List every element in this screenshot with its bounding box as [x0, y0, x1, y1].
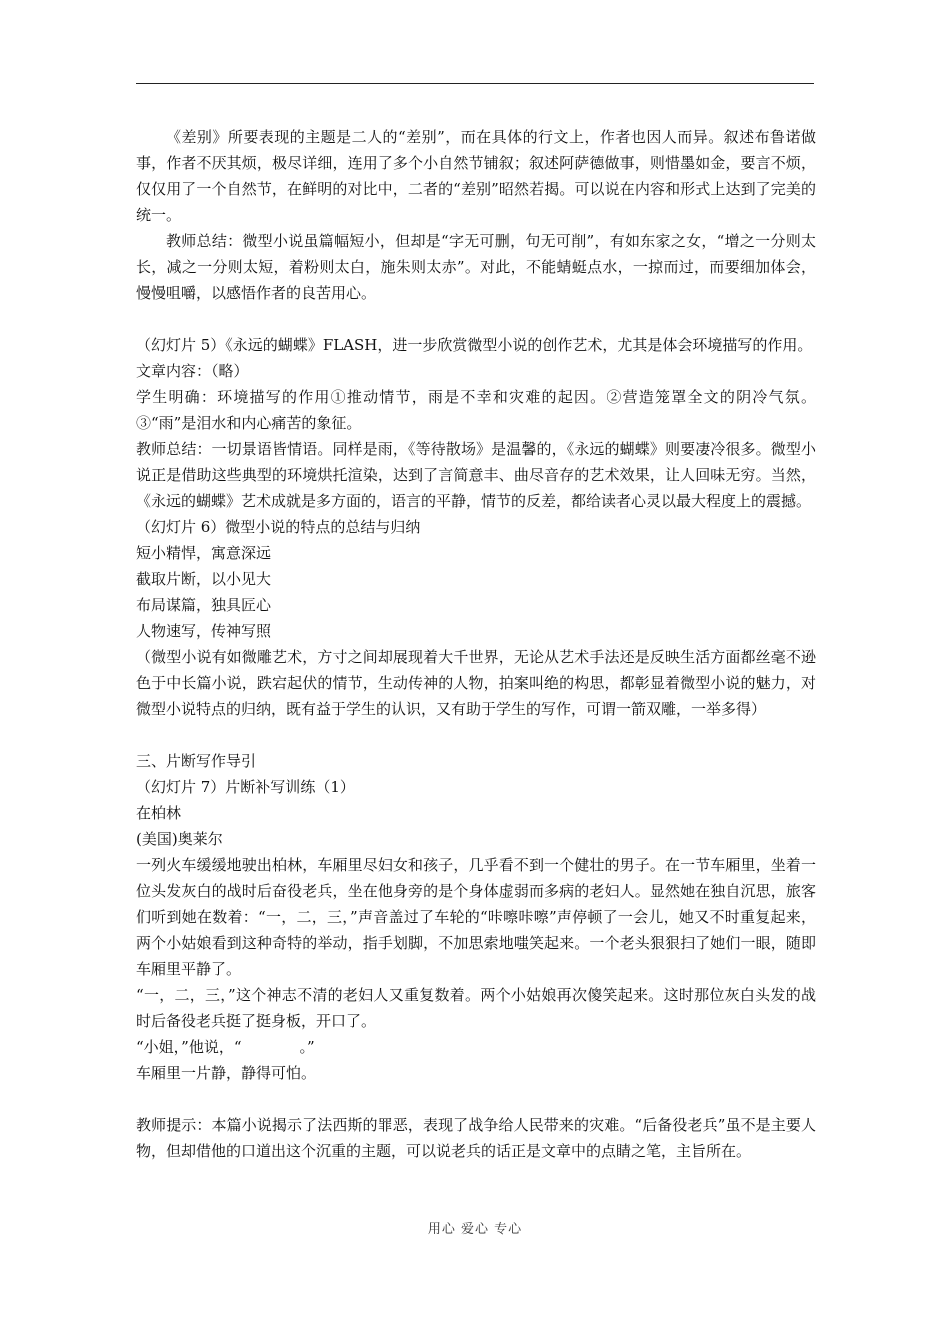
story-title: 在柏林 [136, 804, 182, 822]
paragraph: （幻灯片 6）微型小说的特点的总结与归纳 [136, 518, 421, 536]
dialogue-end: 。” [299, 1038, 315, 1056]
list-item: 人物速写，传神写照 [136, 622, 272, 640]
paragraph: （幻灯片 7）片断补写训练（1） [136, 778, 355, 796]
paragraph: 学生明确：环境描写的作用①推动情节，雨是不幸和灾难的起因。②营造笼罩全文的阴冷气氛。③“雨”是泪水和内心痛苦的象征。 [136, 388, 816, 432]
list-item: 布局谋篇，独具匠心 [136, 596, 272, 614]
paragraph: 一列火车缓缓地驶出柏林，车厢里尽妇女和孩子，几乎看不到一个健壮的男子。在一节车厢里，坐着一位头发灰白的战时后奋役老兵，坐在他身旁的是个身体虚弱而多病的老妇人。显然她在独自沉思，旅客们听到她在数着：“一，二，三，”声音盖过了车轮的“咔嚓咔嚓”声停顿了一会儿，她又不时重复起来，两个小姑娘看到这种奇特的举动，指手划脚，不加思索地嗤笑起来。一个老头狠狠扫了她们一眼，随即车厢里平静了。 [136, 856, 816, 978]
paragraph: （幻灯片 5）《永远的蝴蝶》FLASH，进一步欣赏微型小说的创作艺术，尤其是体会环境描写的作用。 [136, 336, 813, 354]
paragraph: 教师提示：本篇小说揭示了法西斯的罪恶，表现了战争给人民带来的灾难。“后备役老兵”虽不是主要人物，但却借他的口道出这个沉重的主题，可以说老兵的话正是文章中的点睛之笔，主旨所在。 [136, 1116, 816, 1160]
paragraph: “一，二，三，”这个神志不清的老妇人又重复数着。两个小姑娘再次傻笑起来。这时那位灰白头发的战时后备役老兵挺了挺身板，开口了。 [136, 986, 816, 1030]
paragraph: 教师总结：一切景语皆情语。同样是雨，《等待散场》是温馨的，《永远的蝴蝶》则要凄冷很多。微型小说正是借助这些典型的环境烘托渲染，达到了言简意丰、曲尽音存的艺术效果，让人回味无穷。当然，《永远的蝴蝶》艺术成就是多方面的，语言的平静，情节的反差，都给读者心灵以最大程度上的震撼。 [136, 440, 816, 510]
page-footer: 用心 爱心 专心 [427, 1222, 523, 1237]
blank-line [136, 1086, 816, 1112]
list-item: 短小精悍，寓意深远 [136, 544, 272, 562]
list-item: 截取片断，以小见大 [136, 570, 272, 588]
paragraph: （微型小说有如微雕艺术，方寸之间却展现着大千世界，无论从艺术手法还是反映生活方面都丝毫不逊色于中长篇小说，跌宕起伏的情节，生动传神的人物，拍案叫绝的构思，都彰显着微型小说的魅力，对微型小说特点的归纳，既有益于学生的认识，又有助于学生的写作，可谓一箭双雕，一举多得） [136, 648, 816, 718]
paragraph: 车厢里一片静，静得可怕。 [136, 1064, 317, 1082]
header-rule [136, 83, 814, 84]
paragraph [136, 1034, 816, 1060]
document-body [136, 124, 816, 1164]
paragraph: 《差别》所要表现的主题是二人的“差别”，而在具体的行文上，作者也因人而异。叙述布鲁诺做事，作者不厌其烦，极尽详细，连用了多个小自然节铺叙；叙述阿萨德做事，则惜墨如金，要言不烦，仅仅用了一个自然节，在鲜明的对比中，二者的“差别”昭然若揭。可以说在内容和形式上达到了完美的统一。 [136, 128, 816, 224]
blank-line [136, 722, 816, 748]
blank-line [136, 306, 816, 332]
dialogue-start: “小姐，”他说，“ [136, 1038, 242, 1056]
paragraph: 文章内容：（略） [136, 362, 249, 380]
paragraph: 教师总结：微型小说虽篇幅短小，但却是“字无可删，句无可削”，有如东家之女，“增之一分则太长，减之一分则太短，着粉则太白，施朱则太赤”。对此，不能蜻蜓点水，一掠而过，而要细加体会，慢慢咀嚼，以感悟作者的良苦用心。 [136, 232, 816, 302]
section-heading: 三、片断写作导引 [136, 752, 257, 770]
story-author: (美国)奥莱尔 [136, 830, 223, 848]
